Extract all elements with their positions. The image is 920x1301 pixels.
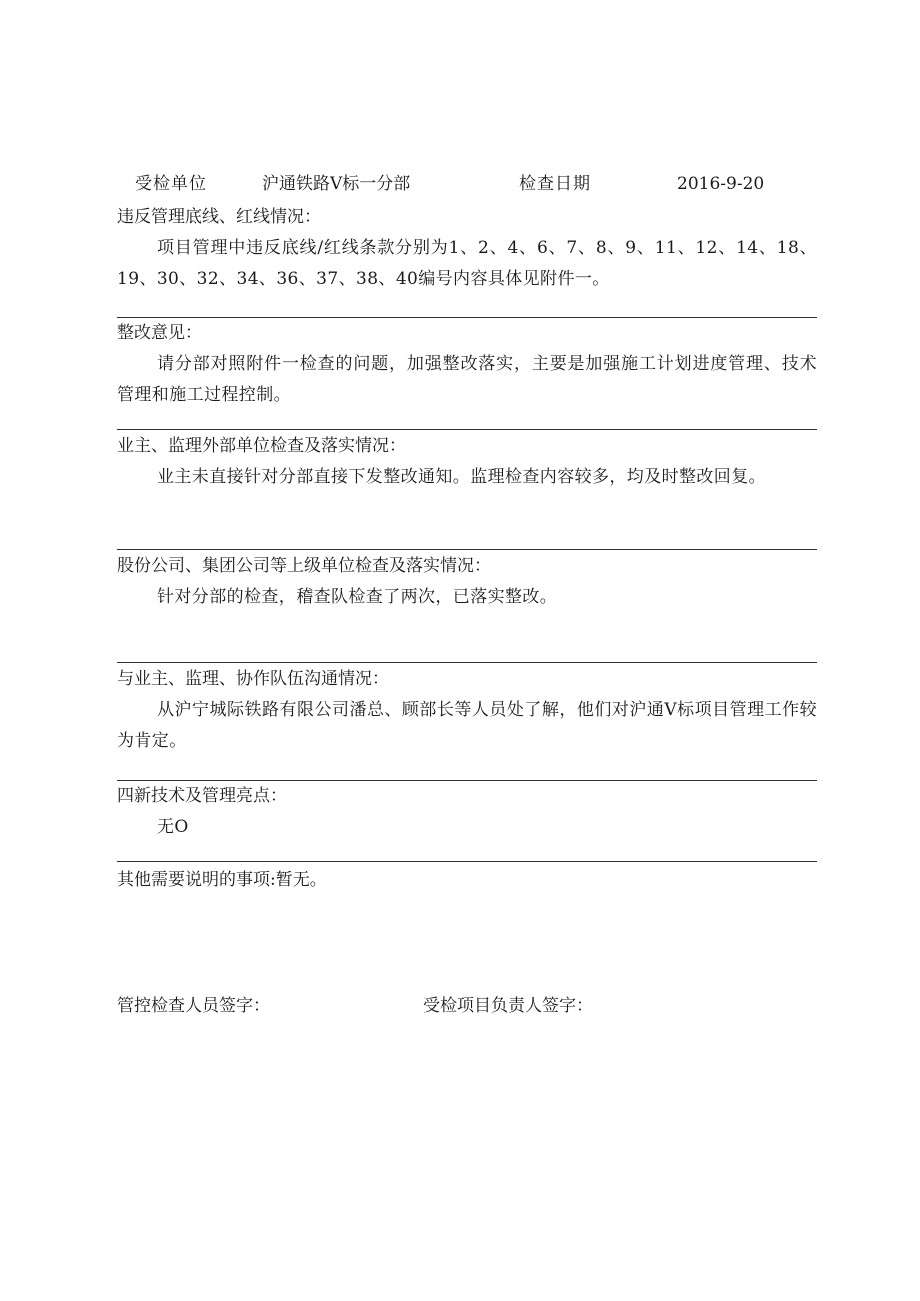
section-body: 针对分部的检查，稽查队检查了两次，已落实整改。 (157, 587, 558, 607)
section-new-tech-highlights (117, 781, 817, 843)
section-title: 其他需要说明的事项:暂无。 (117, 870, 327, 890)
section-body: 无O (157, 817, 189, 837)
section-title: 违反管理底线、红线情况： (117, 207, 321, 227)
inspection-date-value: 2016-9-20 (677, 174, 765, 194)
inspection-date-label: 检查日期 (519, 174, 591, 194)
inspected-unit-label: 受检单位 (135, 174, 207, 194)
project-lead-signature-label: 受检项目负责人签字： (423, 996, 593, 1016)
section-rectification-opinion (117, 318, 817, 411)
section-body: 请分部对照附件一检查的问题，加强整改落实，主要是加强施工计划进度管理、技术管理和施工过程控制。 (117, 354, 817, 405)
section-title: 四新技术及管理亮点： (117, 786, 287, 806)
section-other-matters (117, 865, 817, 896)
section-title: 与业主、监理、协作队伍沟通情况： (117, 669, 389, 689)
section-body: 业主未直接针对分部直接下发整改通知。监理检查内容较多，均及时整改回复。 (157, 467, 766, 487)
divider (117, 549, 817, 550)
divider (117, 429, 817, 430)
divider (117, 662, 817, 663)
section-body: 项目管理中违反底线/红线条款分别为1、2、4、6、7、8、9、11、12、14、18、19、30、32、34、36、37、38、40编号内容具体见附件一。 (117, 238, 817, 289)
section-title: 整改意见： (117, 323, 202, 343)
section-violations (117, 202, 817, 295)
inspector-signature-label: 管控检查人员签字： (117, 996, 270, 1016)
section-communication (117, 664, 817, 757)
signature-row (0, 992, 920, 1020)
section-superior-unit-inspection (117, 551, 817, 613)
divider (117, 861, 817, 862)
section-title: 业主、监理外部单位检查及落实情况： (117, 436, 406, 456)
inspected-unit-value: 沪通铁路V标一分部 (262, 174, 411, 194)
section-body: 从沪宁城际铁路有限公司潘总、顾部长等人员处了解，他们对沪通V标项目管理工作较为肯定。 (117, 700, 817, 751)
section-owner-supervisor-inspection (117, 431, 817, 493)
header-row (0, 172, 920, 196)
section-title: 股份公司、集团公司等上级单位检查及落实情况： (117, 556, 491, 576)
